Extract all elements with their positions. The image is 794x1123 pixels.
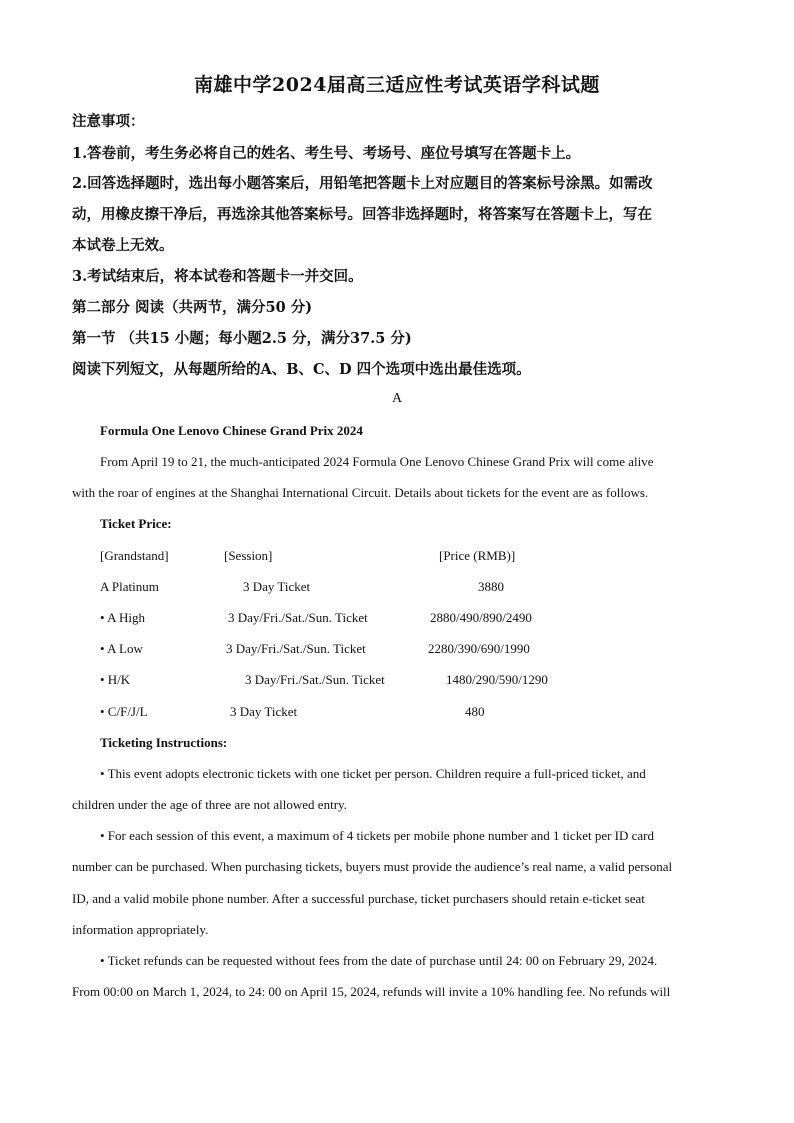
intro-line-2: with the roar of engines at the Shanghai International Circuit. Details about tickets for the event are as follows. bbox=[72, 485, 649, 500]
table-row-session: 3 Day/Fri./Sat./Sun. Ticket bbox=[245, 672, 385, 687]
table-header-price: [Price (RMB)] bbox=[439, 548, 516, 563]
note-3: 3.考试结束后，将本试卷和答题卡一并交回。 bbox=[72, 268, 363, 285]
intro-line-1: From April 19 to 21, the much-anticipated 2024 Formula One Lenovo Chinese Grand Prix will come alive bbox=[100, 454, 654, 469]
table-row-price: 2880/490/890/2490 bbox=[430, 610, 532, 625]
note-2-line-1: 2.回答选择题时，选出每小题答案后，用铅笔把答题卡上对应题目的答案标号涂黑。如需改 bbox=[72, 175, 653, 192]
table-row-price: 3880 bbox=[478, 579, 504, 594]
table-row-session: 3 Day/Fri./Sat./Sun. Ticket bbox=[226, 641, 366, 656]
section-sub-heading: 第一节 （共15 小题；每小题2.5 分，满分37.5 分) bbox=[72, 330, 412, 347]
instruction-2-line-3: ID, and a valid mobile phone number. After a successful purchase, ticket purchasers should retain e-ticket seat bbox=[72, 891, 645, 906]
note-2-line-3: 本试卷上无效。 bbox=[72, 237, 174, 254]
instruction-1-line-1: • This event adopts electronic tickets with one ticket per person. Children require a full-priced ticket, and bbox=[100, 766, 646, 781]
table-row-grandstand: • A Low bbox=[100, 641, 143, 656]
table-row-session: 3 Day/Fri./Sat./Sun. Ticket bbox=[228, 610, 368, 625]
instruction-2-line-1: • For each session of this event, a maximum of 4 tickets per mobile phone number and 1 ticket per ID card bbox=[100, 828, 655, 843]
instruction-2-line-2: number can be purchased. When purchasing tickets, buyers must provide the audience’s real name, a valid personal bbox=[72, 859, 673, 874]
instruction-3-line-1: • Ticket refunds can be requested without fees from the date of purchase until 24: 00 on February 29, 2024. bbox=[100, 953, 658, 968]
section-instruction: 阅读下列短文，从每题所给的A、B、C、D 四个选项中选出最佳选项。 bbox=[72, 361, 531, 378]
table-row-grandstand: A Platinum bbox=[100, 579, 159, 594]
table-row-grandstand: • H/K bbox=[100, 672, 131, 687]
table-header-grandstand: [Grandstand] bbox=[100, 548, 169, 563]
notes-heading: 注意事项： bbox=[72, 113, 145, 130]
ticketing-instructions-label: Ticketing Instructions: bbox=[100, 735, 228, 750]
instruction-2-line-4: information appropriately. bbox=[72, 922, 209, 937]
table-row-grandstand: • C/F/J/L bbox=[100, 704, 148, 719]
passage-heading: Formula One Lenovo Chinese Grand Prix 2024 bbox=[100, 423, 363, 438]
instruction-3-line-2: From 00:00 on March 1, 2024, to 24: 00 on April 15, 2024, refunds will invite a 10% handling fee. No refunds will bbox=[72, 984, 671, 999]
table-row-session: 3 Day Ticket bbox=[230, 704, 298, 719]
table-row-session: 3 Day Ticket bbox=[243, 579, 311, 594]
ticket-price-label: Ticket Price: bbox=[100, 516, 172, 531]
note-2-line-2: 动，用橡皮擦干净后，再选涂其他答案标号。回答非选择题时，将答案写在答题卡上，写在 bbox=[72, 206, 652, 223]
note-1: 1.答卷前，考生务必将自己的姓名、考生号、考场号、座位号填写在答题卡上。 bbox=[72, 145, 581, 162]
page-title: 南雄中学2024届高三适应性考试英语学科试题 bbox=[194, 74, 600, 96]
table-row-price: 1480/290/590/1290 bbox=[446, 672, 548, 687]
table-header-session: [Session] bbox=[224, 548, 273, 563]
passage-letter: A bbox=[391, 391, 403, 406]
section-part-heading: 第二部分 阅读（共两节，满分50 分) bbox=[72, 299, 313, 316]
table-row-grandstand: • A High bbox=[100, 610, 146, 625]
table-row-price: 480 bbox=[465, 704, 485, 719]
table-row-price: 2280/390/690/1990 bbox=[428, 641, 530, 656]
instruction-1-line-2: children under the age of three are not allowed entry. bbox=[72, 797, 347, 812]
